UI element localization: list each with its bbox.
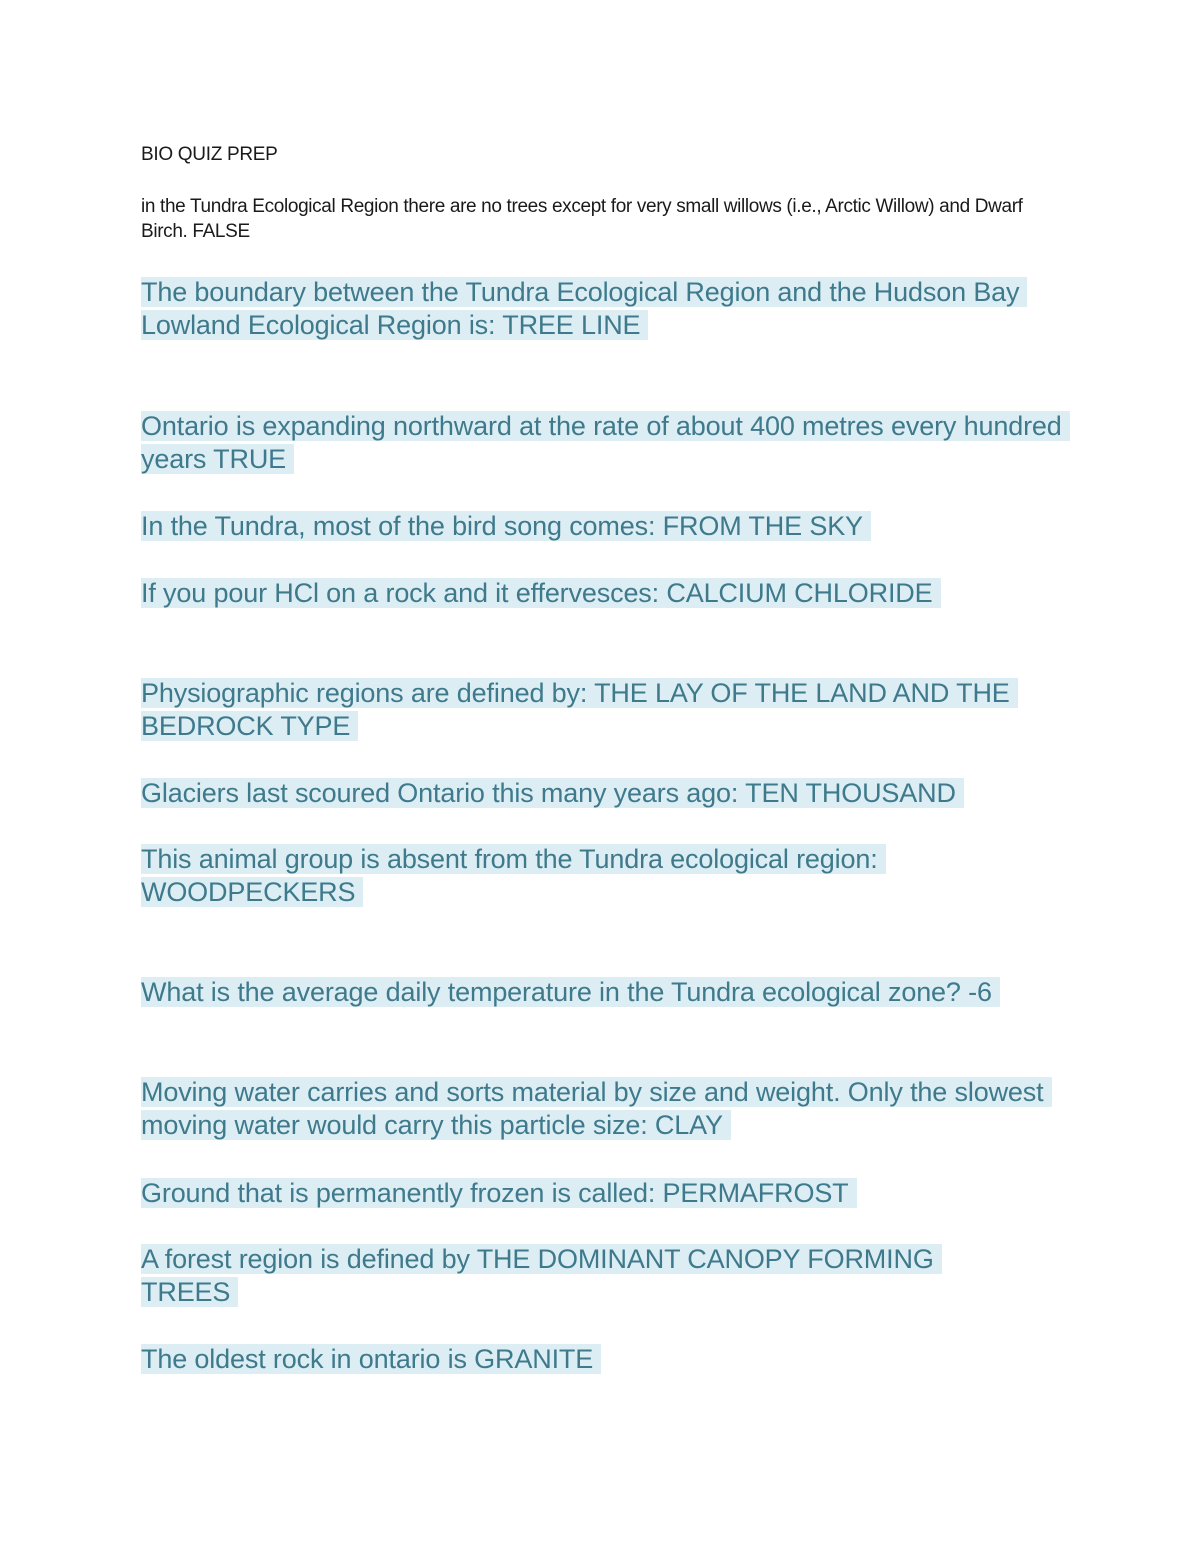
question-item: [141, 1076, 1071, 1142]
question-text: If you pour HCl on a rock and it effervesces: CALCIUM CHLORIDE: [141, 578, 941, 608]
question-text: Ground that is permanently frozen is called: PERMAFROST: [141, 1178, 857, 1208]
question-text: Physiographic regions are defined by: THE LAY OF THE LAND AND THE BEDROCK TYPE: [141, 678, 1018, 741]
question-item: [141, 1243, 1031, 1309]
intro-statement: in the Tundra Ecological Region there are no trees except for very small willows (i.e., Arctic Willow) and Dwarf Birch. FALSE: [141, 196, 1023, 242]
question-text: The oldest rock in ontario is GRANITE: [141, 1344, 601, 1374]
question-text: Ontario is expanding northward at the rate of about 400 metres every hundred years TRUE: [141, 411, 1070, 474]
question-text: Moving water carries and sorts material by size and weight. Only the slowest moving water would carry this particle size: CLAY: [141, 1077, 1052, 1140]
question-item: [141, 410, 1071, 476]
document-title: BIO QUIZ PREP: [141, 144, 278, 165]
question-text: What is the average daily temperature in the Tundra ecological zone? -6: [141, 977, 1000, 1007]
question-text: This animal group is absent from the Tundra ecological region: WOODPECKERS: [141, 844, 886, 907]
question-text: A forest region is defined by THE DOMINANT CANOPY FORMING TREES: [141, 1244, 942, 1307]
question-item: [141, 1177, 1071, 1210]
question-item: [141, 677, 1071, 743]
question-item: [141, 577, 1071, 610]
question-item: [141, 777, 1071, 810]
question-item: [141, 510, 1071, 543]
question-text: Glaciers last scoured Ontario this many years ago: TEN THOUSAND: [141, 778, 964, 808]
question-text: The boundary between the Tundra Ecological Region and the Hudson Bay Lowland Ecological Region is: TREE LINE: [141, 277, 1027, 340]
question-item: [141, 843, 971, 909]
question-item: [141, 276, 1071, 342]
question-item: [141, 976, 1071, 1009]
question-item: [141, 1343, 1071, 1376]
question-text: In the Tundra, most of the bird song comes: FROM THE SKY: [141, 511, 871, 541]
